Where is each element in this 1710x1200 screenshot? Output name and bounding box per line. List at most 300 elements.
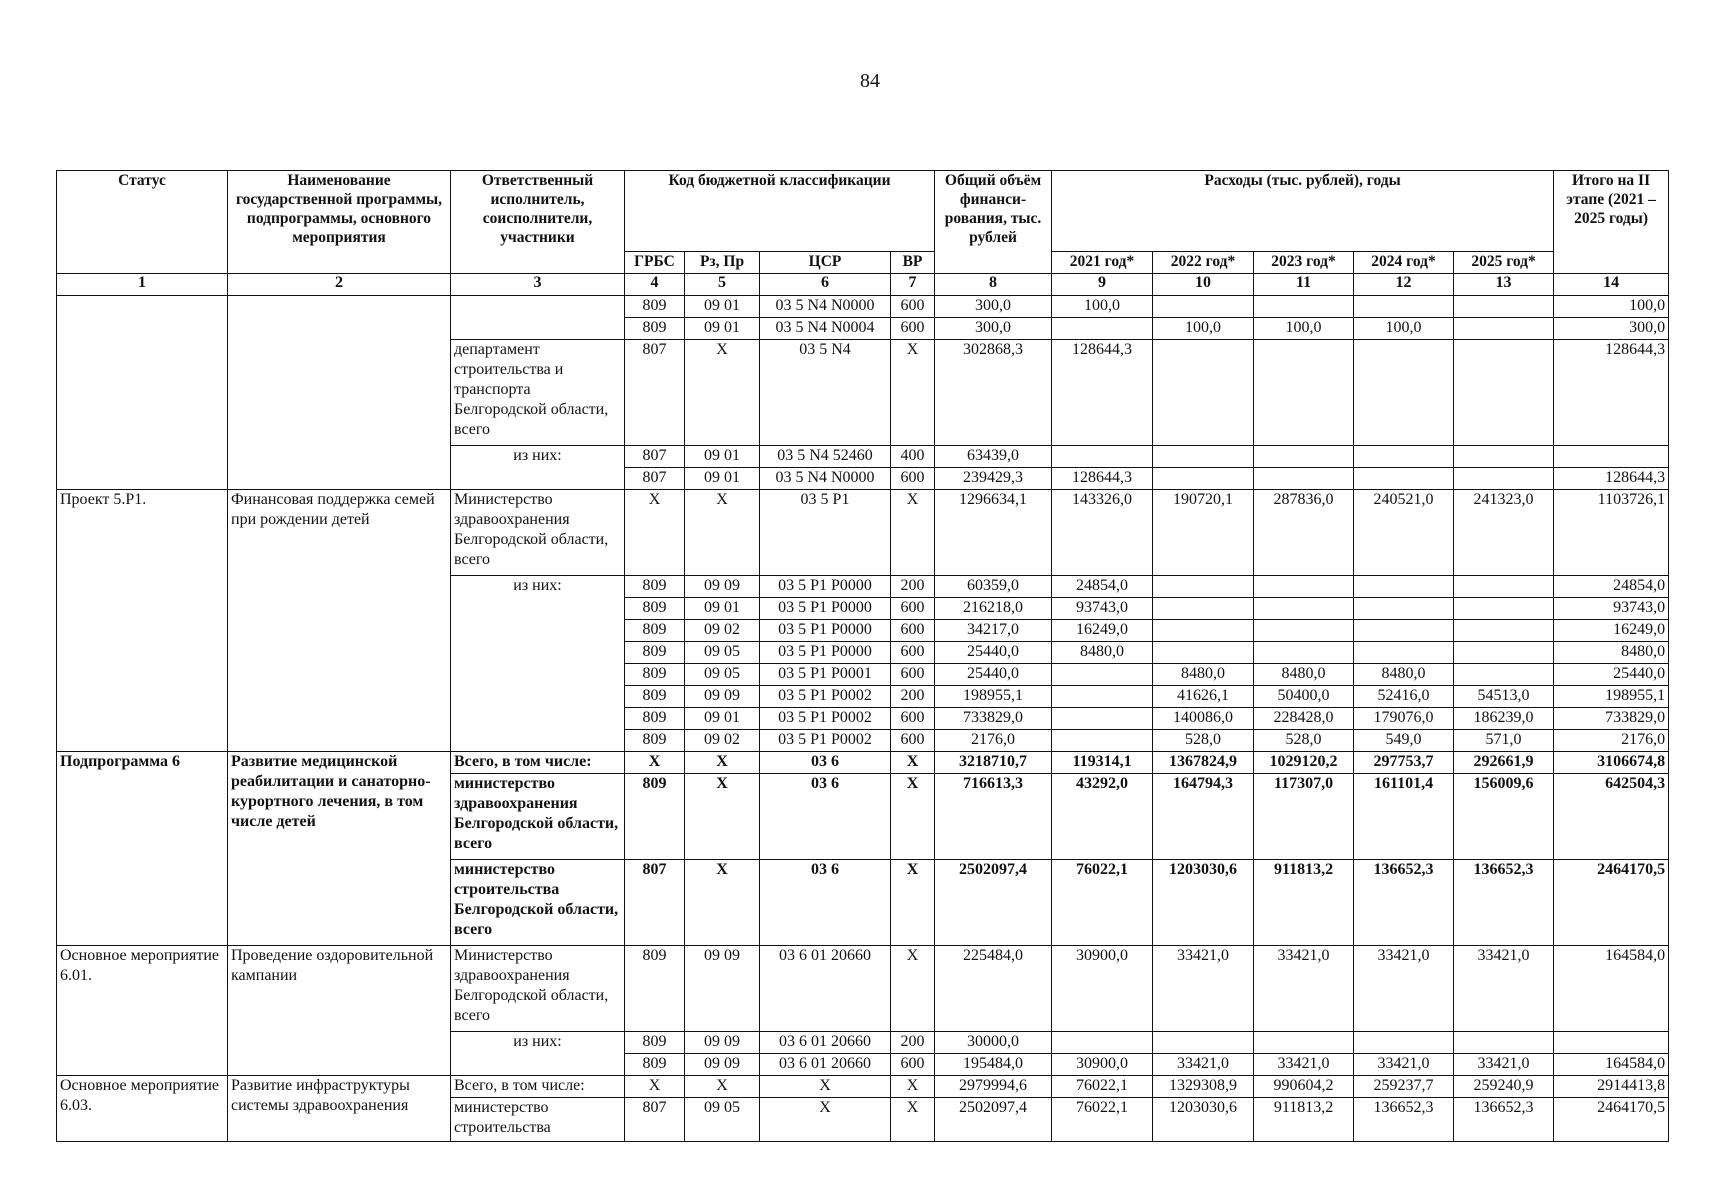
total-cell: 3218710,7 [935, 752, 1052, 774]
vr-cell: 600 [891, 664, 935, 686]
y2022-cell: 100,0 [1153, 318, 1254, 340]
total-cell: 300,0 [935, 318, 1052, 340]
y2021-cell: 128644,3 [1052, 340, 1153, 446]
y2021-cell: 76022,1 [1052, 1076, 1153, 1098]
grbs-cell: 807 [625, 860, 685, 946]
table-row [57, 946, 1669, 1032]
status-cell: Подпрограмма 6 [57, 752, 228, 946]
vr-cell: 600 [891, 318, 935, 340]
y2024-cell: 100,0 [1354, 318, 1454, 340]
y2024-cell [1354, 576, 1454, 598]
vr-cell: 200 [891, 576, 935, 598]
itogo-cell: 25440,0 [1554, 664, 1669, 686]
y2021-cell: 76022,1 [1052, 1098, 1153, 1142]
itogo-cell: 164584,0 [1554, 1054, 1669, 1076]
grbs-cell: 807 [625, 340, 685, 446]
grbs-cell: 809 [625, 620, 685, 642]
itogo-cell: 2176,0 [1554, 730, 1669, 752]
header-2025: 2025 год* [1454, 252, 1554, 274]
rzpr-cell: 09 01 [685, 598, 760, 620]
itogo-cell: 2464170,5 [1554, 1098, 1669, 1142]
y2025-cell: 571,0 [1454, 730, 1554, 752]
y2024-cell [1354, 620, 1454, 642]
y2021-cell [1052, 730, 1153, 752]
y2025-cell: 136652,3 [1454, 860, 1554, 946]
header-executor: Ответственный исполнитель, соисполнители, участники [451, 171, 625, 274]
csr-cell: 03 5 Р1 Р0002 [760, 708, 891, 730]
y2023-cell [1254, 446, 1354, 468]
name-cell: Развитие медицинской реабилитации и санаторно-курортного лечения, в том числе детей [228, 752, 451, 946]
status-cell: Основное мероприятие 6.03. [57, 1076, 228, 1142]
y2022-cell [1153, 620, 1254, 642]
vr-cell: Х [891, 860, 935, 946]
itogo-cell [1554, 1032, 1669, 1054]
csr-cell: 03 6 01 20660 [760, 1032, 891, 1054]
y2025-cell [1454, 340, 1554, 446]
grbs-cell: 809 [625, 730, 685, 752]
executor-cell: министерство строительства Белгородской области, всего [451, 860, 625, 946]
y2025-cell: 33421,0 [1454, 946, 1554, 1032]
status-cell [57, 296, 228, 490]
y2021-cell: 30900,0 [1052, 946, 1153, 1032]
grbs-cell: 809 [625, 296, 685, 318]
rzpr-cell: Х [685, 1076, 760, 1098]
vr-cell: Х [891, 340, 935, 446]
grbs-cell: 809 [625, 708, 685, 730]
y2023-cell: 528,0 [1254, 730, 1354, 752]
total-cell: 2502097,4 [935, 860, 1052, 946]
y2024-cell: 33421,0 [1354, 946, 1454, 1032]
grbs-cell: Х [625, 752, 685, 774]
table-row [57, 296, 1669, 318]
header-2024: 2024 год* [1354, 252, 1454, 274]
name-cell: Проведение оздоровительной кампании [228, 946, 451, 1076]
page-number: 84 [860, 70, 880, 92]
grbs-cell: 807 [625, 468, 685, 490]
rzpr-cell: Х [685, 860, 760, 946]
executor-cell: департамент строительства и транспорта Белгородской области, всего [451, 340, 625, 446]
y2023-cell [1254, 1032, 1354, 1054]
header-name: Наименование государственной программы, подпрограммы, основного мероприятия [228, 171, 451, 274]
y2021-cell: 100,0 [1052, 296, 1153, 318]
csr-cell: 03 5 N4 N0000 [760, 296, 891, 318]
rzpr-cell: 09 01 [685, 296, 760, 318]
csr-cell: 03 5 N4 52460 [760, 446, 891, 468]
vr-cell: Х [891, 490, 935, 576]
y2022-cell: 164794,3 [1153, 774, 1254, 860]
itogo-cell: 198955,1 [1554, 686, 1669, 708]
y2022-cell: 528,0 [1153, 730, 1254, 752]
header-budget-code: Код бюджетной классификации [625, 171, 935, 252]
col-number: 13 [1454, 274, 1554, 296]
y2022-cell [1153, 576, 1254, 598]
itogo-cell [1554, 446, 1669, 468]
y2025-cell [1454, 296, 1554, 318]
status-cell: Проект 5.Р1. [57, 490, 228, 752]
executor-cell: Министерство здравоохранения Белгородской области, всего [451, 490, 625, 576]
y2023-cell: 117307,0 [1254, 774, 1354, 860]
y2023-cell: 911813,2 [1254, 860, 1354, 946]
col-number: 6 [760, 274, 891, 296]
y2022-cell [1153, 642, 1254, 664]
y2022-cell: 8480,0 [1153, 664, 1254, 686]
header-vr: ВР [891, 252, 935, 274]
rzpr-cell: 09 01 [685, 318, 760, 340]
y2024-cell [1354, 1032, 1454, 1054]
csr-cell: 03 5 N4 [760, 340, 891, 446]
y2022-cell: 1203030,6 [1153, 1098, 1254, 1142]
header-2021: 2021 год* [1052, 252, 1153, 274]
y2022-cell [1153, 1032, 1254, 1054]
itogo-cell: 16249,0 [1554, 620, 1669, 642]
y2022-cell [1153, 296, 1254, 318]
grbs-cell: 809 [625, 664, 685, 686]
total-cell: 25440,0 [935, 664, 1052, 686]
header-grbs: ГРБС [625, 252, 685, 274]
total-cell: 198955,1 [935, 686, 1052, 708]
y2024-cell [1354, 296, 1454, 318]
total-cell: 63439,0 [935, 446, 1052, 468]
vr-cell: 200 [891, 1032, 935, 1054]
y2024-cell [1354, 598, 1454, 620]
column-number-row [57, 274, 1669, 296]
y2023-cell: 1029120,2 [1254, 752, 1354, 774]
col-number: 1 [57, 274, 228, 296]
total-cell: 216218,0 [935, 598, 1052, 620]
rzpr-cell: 09 05 [685, 664, 760, 686]
total-cell: 195484,0 [935, 1054, 1052, 1076]
y2021-cell [1052, 708, 1153, 730]
header-csr: ЦСР [760, 252, 891, 274]
rzpr-cell: 09 05 [685, 642, 760, 664]
vr-cell: 600 [891, 1054, 935, 1076]
col-number: 14 [1554, 274, 1669, 296]
grbs-cell: 809 [625, 774, 685, 860]
table-row [57, 1076, 1669, 1098]
y2021-cell: 93743,0 [1052, 598, 1153, 620]
y2023-cell [1254, 340, 1354, 446]
itogo-cell: 733829,0 [1554, 708, 1669, 730]
csr-cell: 03 5 Р1 Р0002 [760, 686, 891, 708]
col-number: 10 [1153, 274, 1254, 296]
y2022-cell [1153, 598, 1254, 620]
itogo-cell: 300,0 [1554, 318, 1669, 340]
executor-cell: из них: [451, 576, 625, 752]
total-cell: 2502097,4 [935, 1098, 1052, 1142]
status-cell: Основное мероприятие 6.01. [57, 946, 228, 1076]
col-number: 3 [451, 274, 625, 296]
itogo-cell: 2464170,5 [1554, 860, 1669, 946]
csr-cell: 03 5 N4 N0004 [760, 318, 891, 340]
rzpr-cell: 09 05 [685, 1098, 760, 1142]
itogo-cell: 24854,0 [1554, 576, 1669, 598]
csr-cell: 03 6 01 20660 [760, 1054, 891, 1076]
y2021-cell [1052, 664, 1153, 686]
y2022-cell: 140086,0 [1153, 708, 1254, 730]
vr-cell: 600 [891, 620, 935, 642]
col-number: 9 [1052, 274, 1153, 296]
vr-cell: 400 [891, 446, 935, 468]
col-number: 4 [625, 274, 685, 296]
header-2022: 2022 год* [1153, 252, 1254, 274]
y2021-cell [1052, 686, 1153, 708]
rzpr-cell: 09 02 [685, 730, 760, 752]
rzpr-cell: 09 01 [685, 446, 760, 468]
total-cell: 60359,0 [935, 576, 1052, 598]
total-cell: 1296634,1 [935, 490, 1052, 576]
vr-cell: Х [891, 946, 935, 1032]
y2022-cell: 190720,1 [1153, 490, 1254, 576]
rzpr-cell: 09 09 [685, 1054, 760, 1076]
y2022-cell: 1329308,9 [1153, 1076, 1254, 1098]
header-2023: 2023 год* [1254, 252, 1354, 274]
total-cell: 302868,3 [935, 340, 1052, 446]
rzpr-cell: 09 02 [685, 620, 760, 642]
csr-cell: 03 6 01 20660 [760, 946, 891, 1032]
y2024-cell [1354, 468, 1454, 490]
col-number: 5 [685, 274, 760, 296]
y2023-cell: 990604,2 [1254, 1076, 1354, 1098]
csr-cell: 03 5 Р1 Р0002 [760, 730, 891, 752]
rzpr-cell: 09 01 [685, 468, 760, 490]
y2023-cell: 228428,0 [1254, 708, 1354, 730]
table-row [57, 752, 1669, 774]
y2022-cell: 41626,1 [1153, 686, 1254, 708]
y2025-cell: 292661,9 [1454, 752, 1554, 774]
y2025-cell: 33421,0 [1454, 1054, 1554, 1076]
y2021-cell: 24854,0 [1052, 576, 1153, 598]
y2023-cell [1254, 296, 1354, 318]
total-cell: 2176,0 [935, 730, 1052, 752]
y2024-cell [1354, 446, 1454, 468]
y2023-cell [1254, 468, 1354, 490]
y2023-cell: 33421,0 [1254, 1054, 1354, 1076]
csr-cell: 03 5 Р1 Р0000 [760, 642, 891, 664]
executor-cell: Всего, в том числе: [451, 752, 625, 774]
total-cell: 300,0 [935, 296, 1052, 318]
csr-cell: 03 5 Р1 Р0001 [760, 664, 891, 686]
vr-cell: Х [891, 1076, 935, 1098]
y2022-cell [1153, 446, 1254, 468]
total-cell: 25440,0 [935, 642, 1052, 664]
grbs-cell: 807 [625, 446, 685, 468]
executor-cell: министерство здравоохранения Белгородской области, всего [451, 774, 625, 860]
vr-cell: 600 [891, 642, 935, 664]
y2022-cell: 33421,0 [1153, 946, 1254, 1032]
vr-cell: 600 [891, 730, 935, 752]
vr-cell: 600 [891, 468, 935, 490]
y2021-cell [1052, 446, 1153, 468]
y2023-cell [1254, 598, 1354, 620]
y2025-cell: 136652,3 [1454, 1098, 1554, 1142]
y2022-cell [1153, 340, 1254, 446]
rzpr-cell: 09 09 [685, 576, 760, 598]
y2022-cell [1153, 468, 1254, 490]
table-row [57, 490, 1669, 576]
y2025-cell [1454, 642, 1554, 664]
y2023-cell: 8480,0 [1254, 664, 1354, 686]
y2024-cell: 161101,4 [1354, 774, 1454, 860]
y2023-cell [1254, 620, 1354, 642]
col-number: 8 [935, 274, 1052, 296]
csr-cell: 03 6 [760, 860, 891, 946]
grbs-cell: 807 [625, 1098, 685, 1142]
y2025-cell [1454, 598, 1554, 620]
y2025-cell [1454, 446, 1554, 468]
total-cell: 716613,3 [935, 774, 1052, 860]
y2021-cell [1052, 1032, 1153, 1054]
budget-table [56, 170, 1669, 1142]
y2024-cell: 179076,0 [1354, 708, 1454, 730]
name-cell: Развитие инфраструктуры системы здравоохранения [228, 1076, 451, 1142]
total-cell: 2979994,6 [935, 1076, 1052, 1098]
total-cell: 733829,0 [935, 708, 1052, 730]
y2024-cell: 297753,7 [1354, 752, 1454, 774]
vr-cell: 600 [891, 708, 935, 730]
y2024-cell: 240521,0 [1354, 490, 1454, 576]
grbs-cell: 809 [625, 576, 685, 598]
y2021-cell [1052, 318, 1153, 340]
y2021-cell: 43292,0 [1052, 774, 1153, 860]
y2023-cell: 287836,0 [1254, 490, 1354, 576]
total-cell: 30000,0 [935, 1032, 1052, 1054]
y2023-cell [1254, 576, 1354, 598]
y2024-cell: 52416,0 [1354, 686, 1454, 708]
y2025-cell [1454, 468, 1554, 490]
y2023-cell: 50400,0 [1254, 686, 1354, 708]
csr-cell: 03 5 N4 N0000 [760, 468, 891, 490]
executor-cell: из них: [451, 446, 625, 490]
y2021-cell: 30900,0 [1052, 1054, 1153, 1076]
y2025-cell [1454, 664, 1554, 686]
y2024-cell: 8480,0 [1354, 664, 1454, 686]
y2024-cell: 136652,3 [1354, 860, 1454, 946]
executor-cell [451, 296, 625, 340]
executor-cell: министерство строительства [451, 1098, 625, 1142]
vr-cell: Х [891, 774, 935, 860]
y2024-cell: 136652,3 [1354, 1098, 1454, 1142]
y2025-cell [1454, 318, 1554, 340]
y2024-cell [1354, 642, 1454, 664]
rzpr-cell: Х [685, 490, 760, 576]
csr-cell: 03 6 [760, 774, 891, 860]
vr-cell: 200 [891, 686, 935, 708]
y2023-cell: 911813,2 [1254, 1098, 1354, 1142]
csr-cell: 03 5 Р1 Р0000 [760, 620, 891, 642]
grbs-cell: 809 [625, 598, 685, 620]
grbs-cell: 809 [625, 642, 685, 664]
col-number: 11 [1254, 274, 1354, 296]
grbs-cell: Х [625, 490, 685, 576]
rzpr-cell: 09 09 [685, 686, 760, 708]
name-cell [228, 296, 451, 490]
itogo-cell: 100,0 [1554, 296, 1669, 318]
y2025-cell: 156009,6 [1454, 774, 1554, 860]
grbs-cell: 809 [625, 1032, 685, 1054]
col-number: 7 [891, 274, 935, 296]
rzpr-cell: Х [685, 774, 760, 860]
y2024-cell [1354, 340, 1454, 446]
rzpr-cell: 09 09 [685, 1032, 760, 1054]
itogo-cell: 1103726,1 [1554, 490, 1669, 576]
y2022-cell: 1203030,6 [1153, 860, 1254, 946]
itogo-cell: 642504,3 [1554, 774, 1669, 860]
header-itogo: Итого на II этапе (2021 – 2025 годы) [1554, 171, 1669, 274]
y2021-cell: 128644,3 [1052, 468, 1153, 490]
y2021-cell: 119314,1 [1052, 752, 1153, 774]
y2021-cell: 143326,0 [1052, 490, 1153, 576]
vr-cell: Х [891, 752, 935, 774]
csr-cell: 03 6 [760, 752, 891, 774]
grbs-cell: Х [625, 1076, 685, 1098]
itogo-cell: 3106674,8 [1554, 752, 1669, 774]
name-cell: Финансовая поддержка семей при рождении детей [228, 490, 451, 752]
grbs-cell: 809 [625, 686, 685, 708]
y2022-cell: 33421,0 [1153, 1054, 1254, 1076]
y2025-cell: 259240,9 [1454, 1076, 1554, 1098]
y2025-cell: 241323,0 [1454, 490, 1554, 576]
grbs-cell: 809 [625, 1054, 685, 1076]
y2024-cell: 33421,0 [1354, 1054, 1454, 1076]
itogo-cell: 2914413,8 [1554, 1076, 1669, 1098]
rzpr-cell: 09 09 [685, 946, 760, 1032]
header-rzpr: Рз, Пр [685, 252, 760, 274]
y2025-cell: 54513,0 [1454, 686, 1554, 708]
rzpr-cell: Х [685, 752, 760, 774]
header-total-volume: Общий объём финанси-рования, тыс. рублей [935, 171, 1052, 274]
itogo-cell: 93743,0 [1554, 598, 1669, 620]
total-cell: 225484,0 [935, 946, 1052, 1032]
header-expenses: Расходы (тыс. рублей), годы [1052, 171, 1554, 252]
y2025-cell: 186239,0 [1454, 708, 1554, 730]
csr-cell: Х [760, 1076, 891, 1098]
col-number: 2 [228, 274, 451, 296]
y2022-cell: 1367824,9 [1153, 752, 1254, 774]
y2023-cell [1254, 642, 1354, 664]
total-cell: 34217,0 [935, 620, 1052, 642]
itogo-cell: 128644,3 [1554, 468, 1669, 490]
executor-cell: Всего, в том числе: [451, 1076, 625, 1098]
y2023-cell: 33421,0 [1254, 946, 1354, 1032]
itogo-cell: 8480,0 [1554, 642, 1669, 664]
rzpr-cell: 09 01 [685, 708, 760, 730]
executor-cell: из них: [451, 1032, 625, 1076]
y2025-cell [1454, 576, 1554, 598]
executor-cell: Министерство здравоохранения Белгородской области, всего [451, 946, 625, 1032]
col-number: 12 [1354, 274, 1454, 296]
vr-cell: Х [891, 1098, 935, 1142]
y2021-cell: 8480,0 [1052, 642, 1153, 664]
y2023-cell: 100,0 [1254, 318, 1354, 340]
y2025-cell [1454, 620, 1554, 642]
vr-cell: 600 [891, 598, 935, 620]
y2025-cell [1454, 1032, 1554, 1054]
grbs-cell: 809 [625, 946, 685, 1032]
itogo-cell: 164584,0 [1554, 946, 1669, 1032]
y2021-cell: 76022,1 [1052, 860, 1153, 946]
y2024-cell: 259237,7 [1354, 1076, 1454, 1098]
grbs-cell: 809 [625, 318, 685, 340]
y2021-cell: 16249,0 [1052, 620, 1153, 642]
total-cell: 239429,3 [935, 468, 1052, 490]
itogo-cell: 128644,3 [1554, 340, 1669, 446]
csr-cell: 03 5 Р1 [760, 490, 891, 576]
vr-cell: 600 [891, 296, 935, 318]
csr-cell: Х [760, 1098, 891, 1142]
header-status: Статус [57, 171, 228, 274]
csr-cell: 03 5 Р1 Р0000 [760, 576, 891, 598]
csr-cell: 03 5 Р1 Р0000 [760, 598, 891, 620]
